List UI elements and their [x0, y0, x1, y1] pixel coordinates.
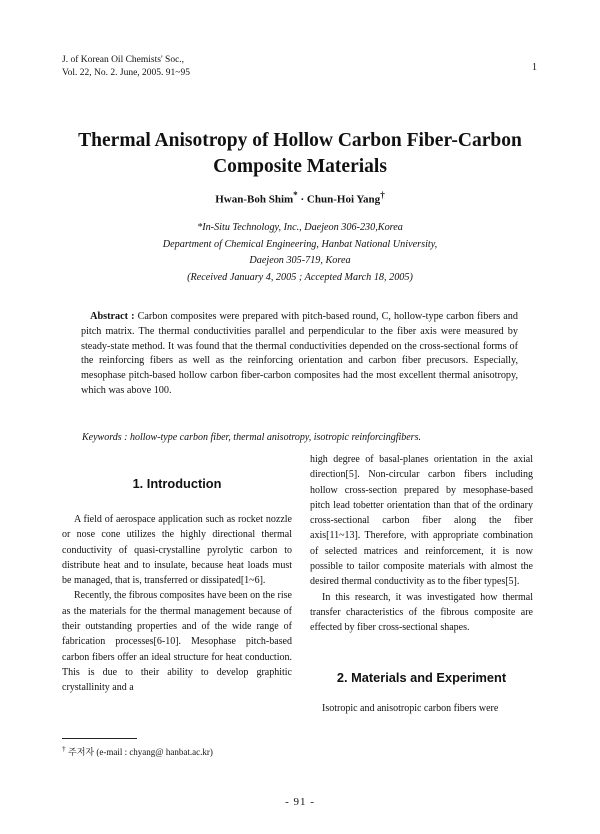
journal-citation: [62, 54, 190, 80]
left-column: [62, 470, 292, 696]
paper-title: [40, 128, 560, 180]
right-column: [310, 452, 533, 716]
author-separator: ·: [297, 193, 307, 206]
keywords: [82, 432, 522, 443]
journal-volume: Vol. 22, No. 2. June, 2005. 91~95: [62, 68, 190, 78]
footnote-mark: †: [62, 744, 66, 753]
page-footer-number: - 91 -: [285, 796, 315, 808]
abstract-label: Abstract: [90, 311, 129, 322]
author-list: [0, 190, 600, 206]
received-dates: (Received January 4, 2005 ; Accepted March 18, 2005): [187, 271, 413, 283]
affiliation-line-2: Department of Chemical Engineering, Hanbat National University,: [162, 238, 438, 250]
author-1-mark: *: [293, 190, 298, 200]
footnote: [62, 744, 213, 758]
footnote-divider: [62, 738, 137, 739]
author-2-mark: †: [380, 190, 385, 200]
intro-paragraph-1: A field of aerospace application such as rocket nozzle or nose cone utilizes the highly directional thermal conductivity of quasi-crystalline pyrolytic carbon to distribute heat and to insulate, because heat loads must be managed, that is, transferred or dissipated[1~6].: [62, 514, 292, 587]
affiliation-line-1: *In-Situ Technology, Inc., Daejeon 306-230,Korea: [197, 222, 403, 233]
abstract: [81, 310, 518, 399]
intro-paragraph-2: Recently, the fibrous composites have been on the rise as the materials for the thermal management because of their outstanding properties and of the wide range of fabrication processes[6-10]. Mesophase pitch-based carbon fibers offer an ideal structure for heat conduction. This is due to their ability to develop graphitic crystallinity and a: [62, 590, 292, 694]
section-2-heading: 2. Materials and Experiment: [336, 669, 507, 685]
author-1: Hwan-Boh Shim: [215, 193, 294, 206]
intro-paragraph-3: high degree of basal-planes orientation in the axial direction[5]. Non-circular carbon fibers including hollow cross-section prepared by mesophase-based pitch lead tobetter orientation than that of the ordinary cross-sectional carbon fiber along the fiber axis[11~13]. Therefore, with appropriate combination of selected matrices and reinforcement, it is now possible to tailor composite materials with almost the desired thermal conductivity as to the fiber types[5].: [310, 454, 533, 588]
keywords-text: hollow-type carbon fiber, thermal anisotropy, isotropic reinforcingfibers.: [129, 432, 421, 443]
footnote-text: 주저자 (e-mail : chyang@ hanbat.ac.kr): [65, 747, 213, 757]
abstract-separator: :: [128, 311, 138, 322]
materials-paragraph-1: Isotropic and anisotropic carbon fibers were: [322, 702, 499, 714]
affiliation-line-3: Daejeon 305-719, Korea: [249, 255, 351, 266]
section-1-heading: 1. Introduction: [132, 476, 222, 491]
title-line-2: Composite Materials: [213, 156, 387, 177]
journal-name: J. of Korean Oil Chemists' Soc.,: [62, 55, 185, 65]
author-2: Chun-Hoi Yang: [306, 193, 381, 206]
affiliation-block: [60, 220, 540, 286]
title-line-1: Thermal Anisotropy of Hollow Carbon Fiber-Carbon: [78, 130, 522, 151]
page-number: 1: [532, 62, 537, 73]
keywords-label: Keywords :: [82, 432, 130, 443]
abstract-text: Carbon composites were prepared with pitch-based round, C, hollow-type carbon fibers and pitch matrix. The thermal conductivities parallel and perpendicular to the fiber axis were measured by steady-state method. It was found that the thermal conductivities depended on the cross-sectional forms of the reinforcing fibers as well as the reinforcing orientation and carbon fiber precusors. Especially, mesophase pitch-based hollow carbon fiber-carbon composites had the most excellent thermal anisotropy, which was above 100.: [81, 311, 518, 396]
intro-paragraph-4: In this research, it was investigated how thermal transfer characteristics of the fibrous composite are effected by fiber cross-sectional shapes.: [310, 591, 533, 634]
